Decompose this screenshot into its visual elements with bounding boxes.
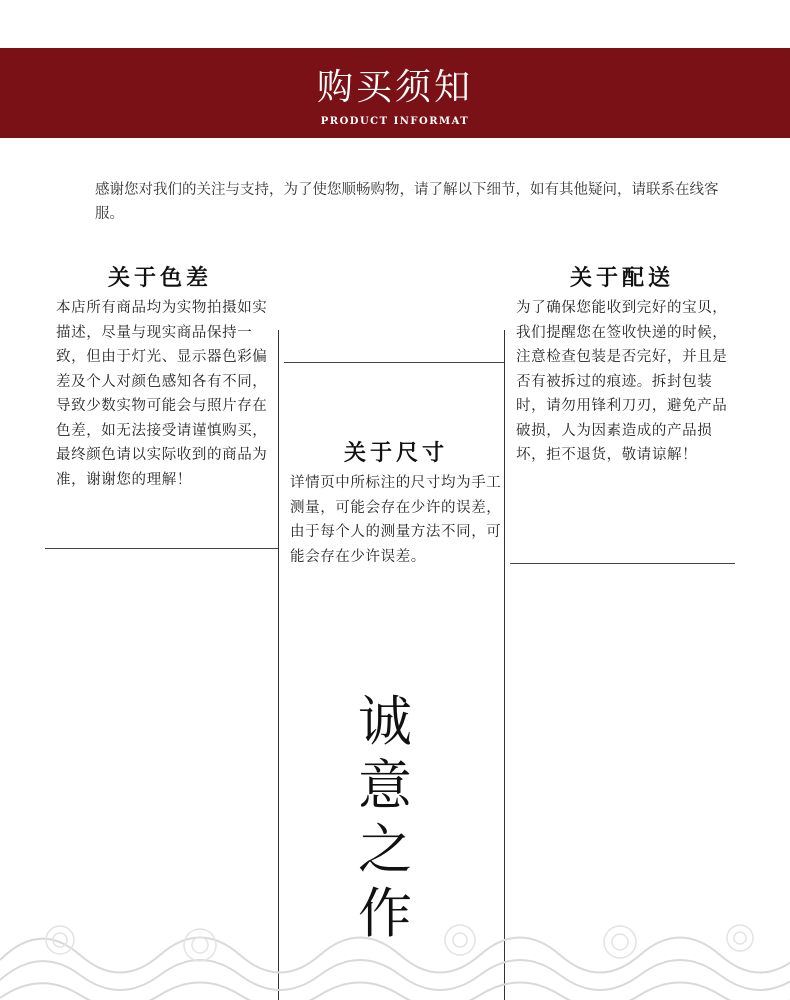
divider-line [510,563,735,564]
divider-line [284,362,504,363]
intro-text: 感谢您对我们的关注与支持，为了使您顺畅购物，请了解以下细节，如有其他疑问，请联系在线客服。 [95,182,719,222]
section-text-delivery: 为了确保您能收到完好的宝贝，我们提醒您在签收快递的时候，注意检查包装是否完好，并且是否有被拆过的痕迹。拆封包装时，请勿用锋利刀刃，避免产品破损，人为因素造成的产品损坏，拒不退货，敬请谅解！ [516,300,728,463]
section-text-size: 详情页中所标注的尺寸均为手工测量，可能会存在少许的误差，由于每个人的测量方法不同，可能会存在少许误差。 [290,475,502,565]
section-text-color: 本店所有商品均为实物拍摄如实描述，尽量与现实商品保持一致，但由于灯光、显示器色彩偏差及个人对颜色感知各有不同，导致少数实物可能会与照片存在色差，如无法接受请谨慎购买，最终颜色请以实际收到的商品为准，谢谢您的理解！ [56,300,268,488]
header-banner [0,48,790,138]
section-title-color: 关于色差 [108,265,213,291]
page-title: 购买须知 [316,67,473,108]
page-subtitle: PRODUCT INFORMAT [320,116,470,127]
section-title-size: 关于尺寸 [344,440,449,466]
section-title-delivery: 关于配送 [570,265,675,291]
divider-line [45,548,278,549]
wave-decoration-icon [0,900,790,1000]
slogan-vertical: 诚意之作 [358,690,412,945]
